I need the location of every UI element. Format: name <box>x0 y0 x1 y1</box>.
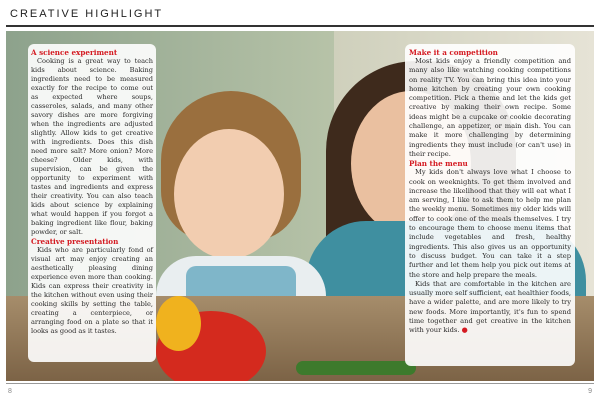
photo-cucumber <box>296 361 416 375</box>
subhead-science-experiment: A science experiment <box>31 48 118 57</box>
paragraph-conclusion <box>409 280 571 336</box>
paragraph-plan-menu: My kids don't always love what I choose to cook on weeknights. To get them involved and increase the likelihood that they will eat what I am serving, I like to ask them to help me plan the weekly menu. Sometimes my older kids will offer to cook one of the meals themselves. I try to encourage them to choose menu items that include vegetables and fresh, healthy ingredients. This also gives us an opportunity to discuss budget. You can take it a step further and let them help you pick out items at the store and help prepare the meals. <box>409 168 571 279</box>
page-number-right: 9 <box>588 388 592 395</box>
page-number-left: 8 <box>8 388 12 395</box>
end-of-article-icon: ● <box>461 326 468 335</box>
page-header <box>0 0 600 28</box>
photo-yellow-pepper <box>156 296 201 351</box>
paragraph-competition: Most kids enjoy a friendly competition and many also like watching cooking competitions on reality TV. You can bring this idea into your home kitchen by creating your own cooking competition. Pick a theme and let the kids get creative by making their own recipe. Some ideas might be a cupcake or cookie decorating challenge, an appetizer, or main dish. You can make it more challenging by determining ingredients they must include (or can't use) in their recipe. <box>409 57 571 158</box>
header-rule <box>6 25 594 27</box>
paragraph-conclusion-text: Kids that are comfortable in the kitchen are usually more self sufficient, eat healthier foods, have a wider palette, and are more likely to try new foods. More importantly, it's fun to spend time together and get creative in the kitchen with your kids. <box>409 279 571 335</box>
footer-rule <box>6 383 594 384</box>
paragraph-creative-presentation: Kids who are particularly fond of visual art may enjoy creating an aesthetically pleasing dining experience even more than cooking. Kids can express their creativity in the kitchen without even using their cooking skills by setting the table, creating a centerpiece, or arranging food on a plate so that it looks as good as it tastes. <box>31 246 153 335</box>
left-text-panel <box>28 44 156 362</box>
photo-girl-face <box>174 129 284 259</box>
subhead-plan-the-menu: Plan the menu <box>409 159 468 169</box>
paragraph-science-experiment: Cooking is a great way to teach kids about science. Baking ingredients need to be measured exactly for the recipe to come out as expected where soups, casseroles, salads, and many other savory dishes are more forgiving when the ingredients are adjusted slightly. Allow kids to get creative with ingredients. Does this dish need more salt? More onion? More cheese? Older kids, with supervision, can be given the opportunity to experiment with tastes and ingredients and express their creativity. You can also teach kids about science by explaining what would happen if you forgot a baking ingredient like flour, baking powder, or salt. <box>31 57 153 236</box>
subhead-creative-presentation: Creative presentation <box>31 237 119 246</box>
subhead-make-it-a-competition: Make it a competition <box>409 48 498 57</box>
section-title: CREATIVE HIGHLIGHT <box>10 8 164 20</box>
right-text-panel <box>405 44 575 366</box>
